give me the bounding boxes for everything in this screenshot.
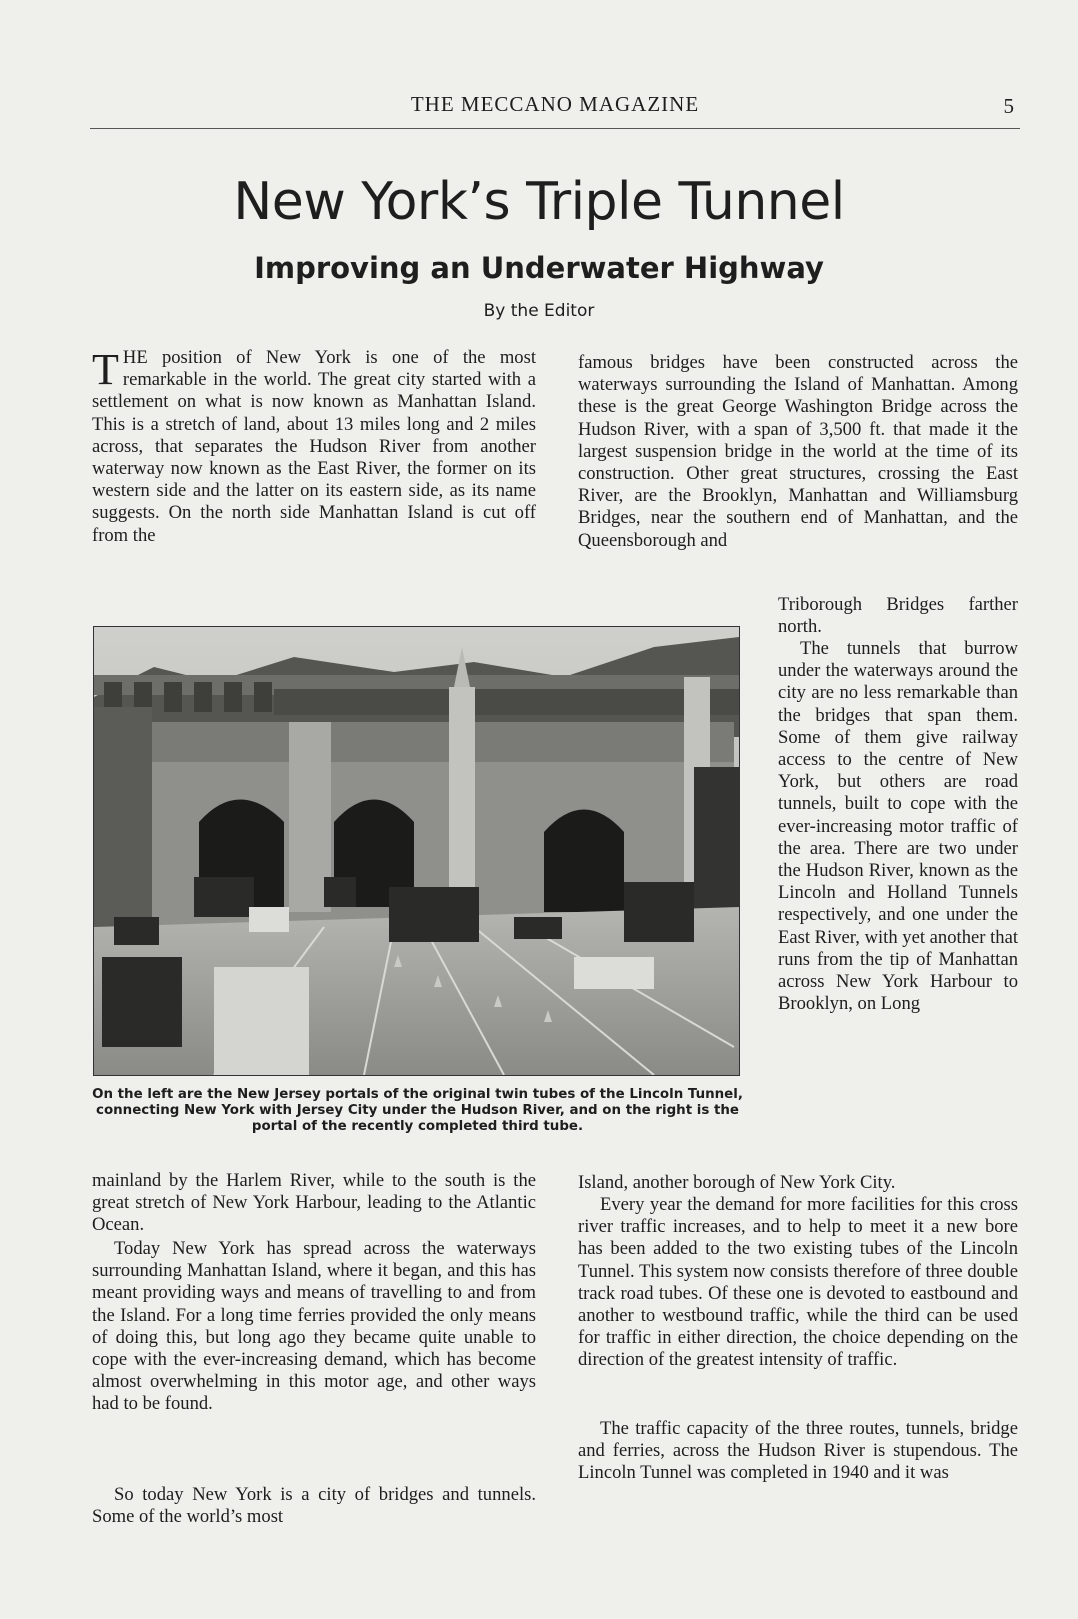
paragraph-city-of-bridges: So today New York is a city of bridges and tunnels. Some of the world’s most [92,1484,536,1528]
paragraph-triborough: Triborough Bridges farther north. [778,594,1018,638]
paragraph-harlem: mainland by the Harlem River, while to the south is the great stretch of New York Harbour, leading to the Atlantic Ocean. [92,1170,536,1236]
paragraph-opening: HE position of New York is one of the most remarkable in the world. The great city started with a settlement on what is now known as Manhattan Island. This is a stretch of land, about 13 miles long and 2 miles across, that separates the Hudson River from another waterway now known as the East River, the former on its western side and the latter on its eastern side, as its name suggests. On the north side Manhattan Island is cut off from the [92,347,536,546]
paragraph-bridges: famous bridges have been constructed across the waterways surrounding the Island of Manhattan. Among these is the great George Washington Bridge across the Hudson River, with a span of 3,500 ft. that made it the largest suspension bridge in the world at the time of its construction. Other great structures, crossing the East River, are the Brooklyn, Manhattan and Williamsburg Bridges, near the southern end of Manhattan, and the Queensborough and [578,352,1018,551]
magazine-title: THE MECCANO MAGAZINE [410,92,700,116]
column-1-opening [92,347,536,547]
article-title: New York’s Triple Tunnel [233,172,845,232]
tunnel-portals-illustration [94,627,739,1075]
article-subtitle: Improving an Underwater Highway [254,251,824,285]
paragraph-today: Today New York has spread across the waterways surrounding Manhattan Island, where it began, and this has meant providing ways and means of travelling to and from the Island. For a long time ferries provided the only means of doing this, but long ago they became quite unable to cope with the ever-increasing demand, which has become almost overwhelming in this motor age, and other ways had to be found. [92,1238,536,1415]
paragraph-capacity: The traffic capacity of the three routes, tunnels, bridge and ferries, across the Hudson River is stupendous. The Lincoln Tunnel was completed in 1940 and it was [578,1418,1018,1484]
page-number: 5 [1003,94,1014,118]
lincoln-tunnel-photo [93,626,740,1076]
byline: By the Editor [483,301,595,321]
paragraph-long-island: Island, another borough of New York City. [578,1172,896,1193]
running-header [90,92,1020,129]
drop-cap: T [92,345,119,394]
paragraph-tunnels: The tunnels that burrow under the waterways around the city are no less remarkable than the bridges that span them. Some of them give railway access to the centre of New York, but others are road tunnels, built to cope with the ever-increasing motor traffic of the area. There are two under the Hudson River, known as the Lincoln and Holland Tunnels respectively, and one under the East River, with yet another that runs from the tip of Manhattan across New York Harbour to Brooklyn, on Long [778,638,1018,1015]
paragraph-demand: Every year the demand for more facilities for this cross river traffic increases, and to help to meet it a new bore has been added to the two existing tubes of the Lincoln Tunnel. This system now consists therefore of three double track road tubes. Of these one is devoted to eastbound and another to westbound traffic, while the third can be used for traffic in either direction, the choice depending on the direction of the greatest intensity of traffic. [578,1194,1018,1371]
photo-caption: On the left are the New Jersey portals of the original twin tubes of the Lincoln Tunnel, connecting New York with Jersey City under the Hudson River, and on the right is the portal of the recently completed third tube. [92,1087,743,1134]
